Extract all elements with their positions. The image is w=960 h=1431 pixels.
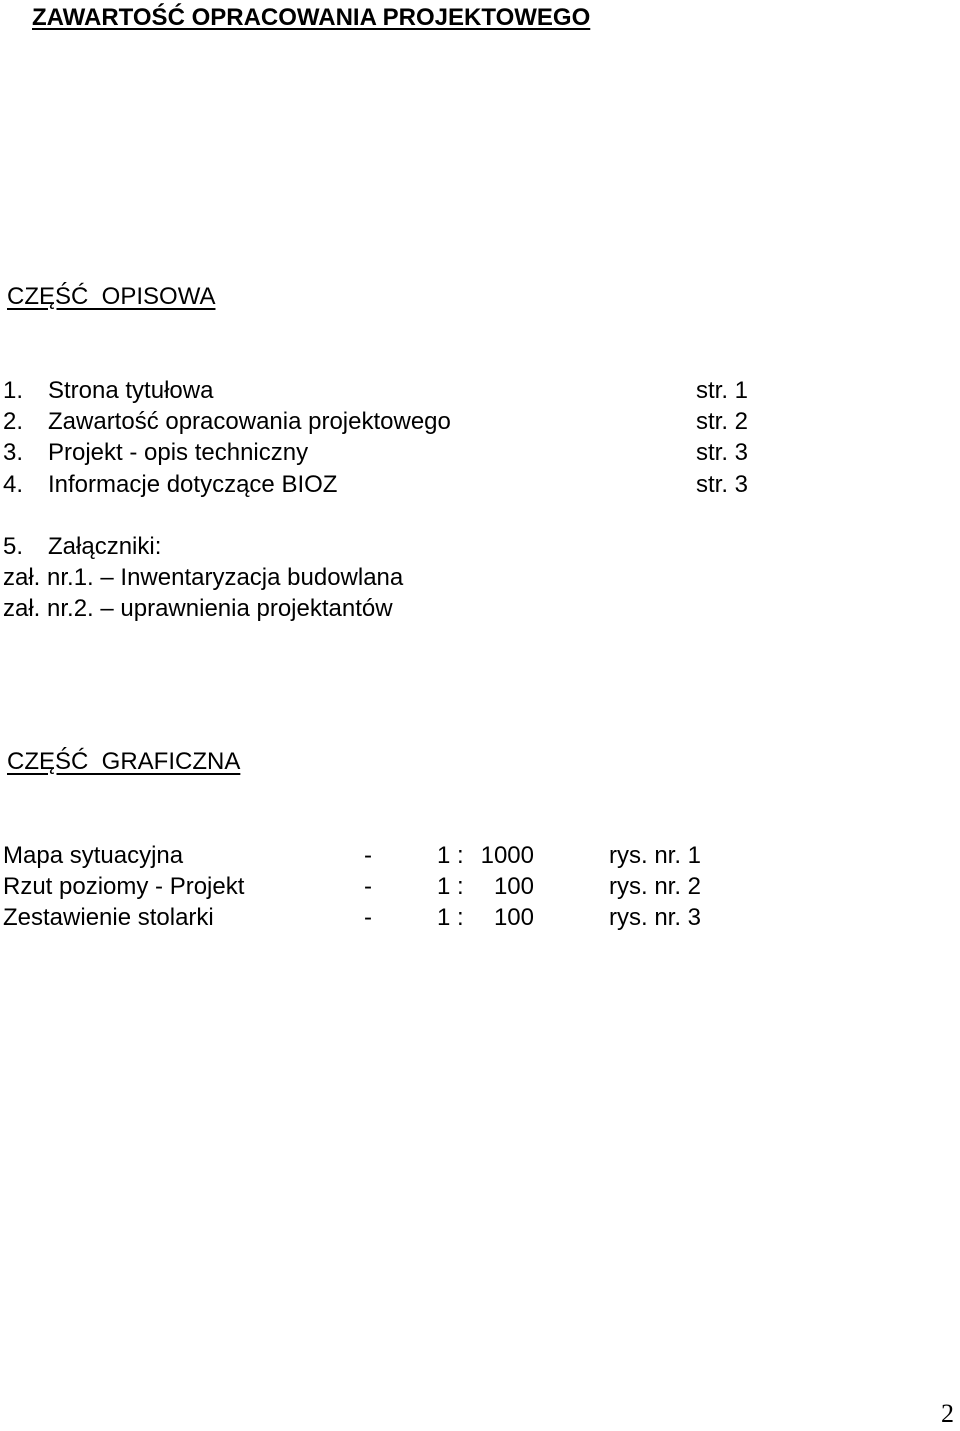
drawing-scale-value: 100 xyxy=(493,873,534,900)
section-heading-graphic: CZĘŚĆ GRAFICZNA xyxy=(7,748,241,775)
item-page: str. 3 xyxy=(696,439,749,466)
attachment-item: zał. nr.1. – Inwentaryzacja budowlana xyxy=(3,564,404,591)
document-title: ZAWARTOŚĆ OPRACOWANIA PROJEKTOWEGO xyxy=(32,4,591,31)
list-item xyxy=(0,377,960,407)
attachment-item: zał. nr.2. – uprawnienia projektantów xyxy=(3,595,393,622)
item-page: str. 1 xyxy=(696,377,749,404)
drawing-name: Zestawienie stolarki xyxy=(3,904,214,931)
item-text: Projekt - opis techniczny xyxy=(48,439,309,466)
drawing-scale-prefix: 1 : xyxy=(437,842,464,869)
table-row xyxy=(0,904,960,934)
item-number: 2. xyxy=(3,408,24,435)
item-page: str. 3 xyxy=(696,471,749,498)
page-number: 2 xyxy=(941,1399,954,1428)
drawing-ref: rys. nr. 1 xyxy=(609,842,702,869)
item-text: Załączniki: xyxy=(48,533,162,560)
section-heading-descriptive: CZĘŚĆ OPISOWA xyxy=(7,283,216,310)
item-number: 4. xyxy=(3,471,24,498)
attachments-header xyxy=(0,533,960,563)
drawing-name: Mapa sytuacyjna xyxy=(3,842,184,869)
item-text: Strona tytułowa xyxy=(48,377,214,404)
table-row xyxy=(0,842,960,872)
item-text: Informacje dotyczące BIOZ xyxy=(48,471,338,498)
drawing-scale-value: 1000 xyxy=(480,842,534,869)
item-number: 5. xyxy=(3,533,24,560)
list-item xyxy=(0,471,960,501)
list-item xyxy=(0,439,960,469)
list-item xyxy=(0,408,960,438)
item-number: 1. xyxy=(3,377,24,404)
table-row xyxy=(0,873,960,903)
drawing-scale-prefix: 1 : xyxy=(437,904,464,931)
item-page: str. 2 xyxy=(696,408,749,435)
drawing-scale-prefix: 1 : xyxy=(437,873,464,900)
item-number: 3. xyxy=(3,439,24,466)
drawing-scale-value: 100 xyxy=(493,904,534,931)
drawing-ref: rys. nr. 2 xyxy=(609,873,702,900)
drawing-dash: - xyxy=(364,842,372,869)
drawing-name: Rzut poziomy - Projekt xyxy=(3,873,245,900)
drawing-dash: - xyxy=(364,873,372,900)
drawing-ref: rys. nr. 3 xyxy=(609,904,702,931)
drawing-dash: - xyxy=(364,904,372,931)
item-text: Zawartość opracowania projektowego xyxy=(48,408,451,435)
